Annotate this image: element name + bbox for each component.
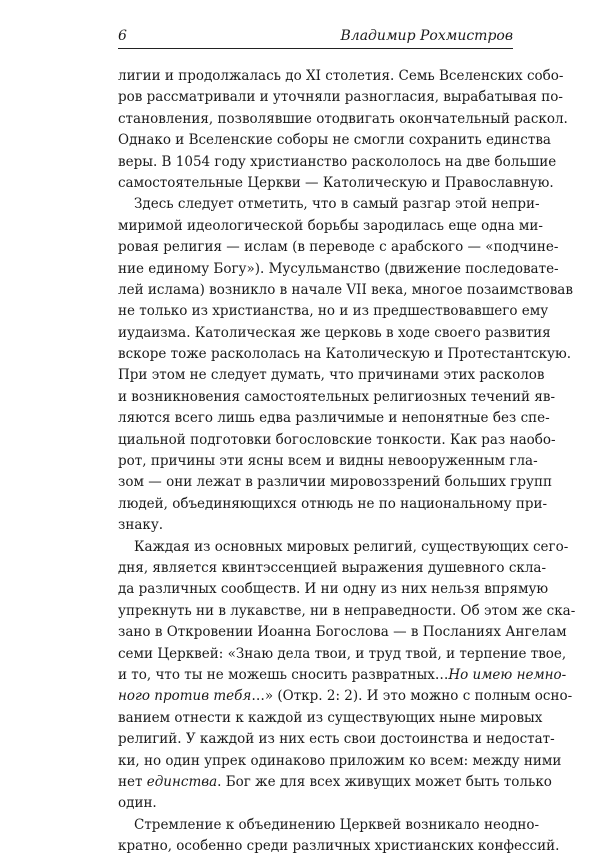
text-line: зом — они лежат в различии мировоззрений больших групп — [118, 474, 552, 491]
text-line: кратно, особенно среди различных христианских конфессий. — [118, 838, 560, 855]
italic-fragment: единства — [146, 773, 218, 790]
text-line: ров рассматривали и уточняли разногласия, вырабатывая по- — [118, 89, 563, 106]
text-line: знаку. — [118, 517, 164, 534]
page-number: 6 — [118, 28, 127, 44]
italic-fragment: но — [118, 688, 136, 705]
text-line: ровая религия — ислам (в переводе с арабского — «подчине- — [118, 239, 559, 256]
text-line: Стремление к объединению Церквей возникало неодно- — [134, 816, 540, 833]
text-line: становления, позволявшие отодвигать окончательный раскол. — [118, 110, 568, 127]
text-line: Здесь следует отметить, что в самый разгар этой непри- — [134, 196, 540, 213]
text-line: людей, объединяющихся отнюдь не по национальному при- — [118, 495, 548, 512]
text-line: лигии и продолжалась до XI столетия. Семь Вселенских собо- — [118, 68, 564, 84]
text-line: вскоре тоже раскололась на Католическую и Протестантскую. — [118, 346, 572, 363]
text-line: семи Церквей: «Знаю дела твои, и труд твой, и терпение твое, — [118, 645, 567, 662]
text-fragment: нет — [118, 773, 147, 790]
text-line: один. — [118, 795, 157, 812]
text-line: ние единому Богу»). Мусульманство (движение последовате- — [118, 260, 559, 277]
paragraph — [118, 537, 576, 815]
text-line: циальной подготовки богословские тонкости. Как раз наобо- — [118, 431, 556, 448]
text-fragment: и то, что ты не можешь сносить развратных… — [118, 666, 449, 683]
italic-fragment: го против тебя — [135, 688, 252, 705]
text-line — [118, 772, 552, 793]
text-line: ванием отнести к каждой из существующих ныне мировых — [118, 709, 543, 726]
text-line: религий. У каждой из них есть свои достоинства и недостат- — [118, 731, 555, 748]
text-line: да различных сообществ. И ни одну из них нельзя впрямую — [118, 581, 549, 598]
text-line: При этом не следует думать, что причинами этих расколов — [118, 367, 545, 384]
text-line: не только из христианства, но и из предшествовавшего ему — [118, 303, 549, 320]
text-line: лей ислама) возникло в начале VII века, многое позаимствовав — [118, 281, 573, 298]
text-line: веры. В 1054 году христианство раскололось на две большие — [118, 153, 557, 170]
text-line: миримой идеологической борьбы зародилась еще одна ми- — [118, 217, 543, 234]
text-line: зано в Откровении Иоанна Богослова — в Посланиях Ангелам — [118, 624, 567, 641]
body-text — [118, 66, 576, 857]
text-fragment: . Бог же для всех живущих может быть только — [217, 773, 552, 790]
running-header — [118, 26, 513, 49]
text-line: и возникновения самостоятельных религиозных течений яв- — [118, 388, 556, 405]
text-fragment: …» (Откр. 2: 2). И это можно с полным осно- — [251, 688, 573, 705]
text-line: иудаизма. Католическая же церковь в ходе своего развития — [118, 324, 551, 341]
text-line: ки, но один упрек одинаково приложим ко всем: между ними — [118, 752, 562, 769]
text-line: Каждая из основных мировых религий, существующих сего- — [134, 538, 569, 555]
text-line: рот, причины эти ясны всем и видны невооруженным гла- — [118, 453, 538, 470]
paragraph — [118, 194, 573, 536]
paragraph — [118, 66, 568, 194]
text-line — [118, 686, 573, 707]
text-line: Однако и Вселенские соборы не смогли сохранить единства — [118, 132, 551, 149]
text-line: упрекнуть ни в лукавстве, ни в неправедности. Об этом же ска- — [118, 602, 576, 619]
text-line: самостоятельные Церкви — Католическую и Православную. — [118, 174, 554, 191]
text-line: ляются всего лишь едва различимые и непонятные без спе- — [118, 410, 550, 427]
italic-fragment: Но имею немно- — [448, 666, 567, 683]
paragraph — [118, 815, 560, 857]
text-line — [118, 665, 567, 686]
running-author: Владимир Рохмистров — [340, 28, 513, 44]
text-line: дня, является квинтэссенцией выражения душевного скла- — [118, 559, 547, 576]
